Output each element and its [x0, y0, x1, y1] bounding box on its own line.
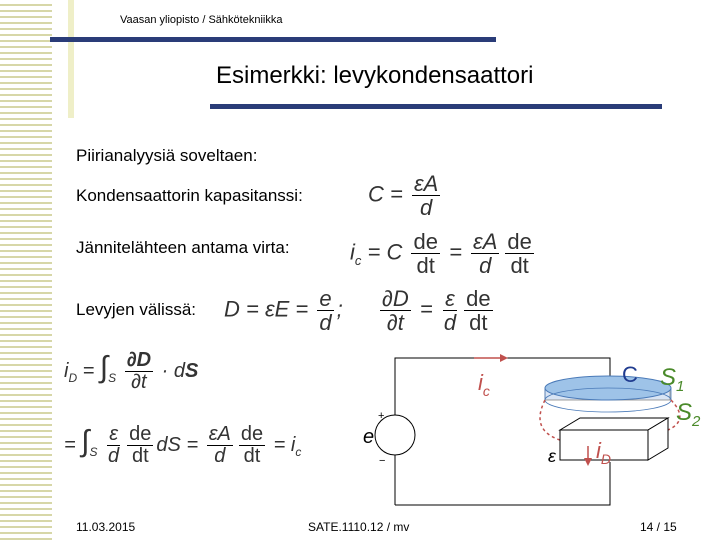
- institution-label: Vaasan yliopisto / Sähkötekniikka: [120, 14, 283, 26]
- current-d-symbol: i: [596, 438, 601, 463]
- source-current-equation: $i_c = C$ $\frac{de}{dt}$ = $\frac{\varepsilon A}{d}$ $\frac{de}{dt}$: [350, 229, 532, 279]
- surface2-symbol: S: [676, 399, 693, 426]
- page-number: 14 / 15: [640, 520, 677, 534]
- displacement-equation: D = εE = $\frac{e}{d}$ ; $\frac{\partial D}{\partial t}$ = $\frac{\varepsilon}{d}$ $\frac{de}{dt}$: [224, 286, 491, 336]
- current-c-symbol: i: [478, 370, 483, 395]
- current-c-label: [478, 370, 490, 399]
- current-c-subscript: c: [482, 383, 490, 399]
- surface1-label: [660, 364, 684, 395]
- displacement-current-integral: $i_D = \int_S$ $\frac{\partial D}{\partial t}$ · dS: [64, 349, 199, 393]
- surface2-label: [676, 399, 701, 430]
- source-current-label: Jännitelähteen antama virta:: [76, 238, 290, 257]
- epsilon-label: ε: [548, 446, 556, 466]
- footer-course: SATE.1110.12 / mv: [308, 520, 410, 534]
- displacement-arrow-head: [584, 458, 592, 466]
- source-label: e: [363, 426, 375, 448]
- plus-sign: +: [378, 410, 385, 422]
- current-d-subscript: D: [600, 451, 612, 467]
- circuit-wire: [395, 462, 610, 505]
- displacement-current-result: = $\int_S$ $\frac{\varepsilon}{d}$ $\frac{de}{dt}$ dS = $\frac{\varepsilon A}{d}$ $\frac{de}{dt}$ = $i_c$: [64, 423, 302, 467]
- capacitance-equation: C = $\frac{\varepsilon A}{d}$: [368, 171, 439, 221]
- footer-date: 11.03.2015: [76, 520, 136, 534]
- capacitor-label: C: [622, 362, 638, 387]
- slide-title: Esimerkki: levykondensaattori: [216, 62, 534, 89]
- surface1-symbol: S: [660, 364, 677, 391]
- between-plates-label: Levyjen välissä:: [76, 300, 197, 319]
- surface1-subscript: 1: [676, 378, 685, 395]
- capacitance-label: Kondensaattorin kapasitanssi:: [76, 186, 303, 205]
- minus-sign: −: [379, 455, 386, 467]
- intro-text: Piirianalyysiä soveltaen:: [76, 146, 258, 165]
- surface2-subscript: 2: [692, 413, 701, 430]
- current-arrow-head: [500, 354, 508, 362]
